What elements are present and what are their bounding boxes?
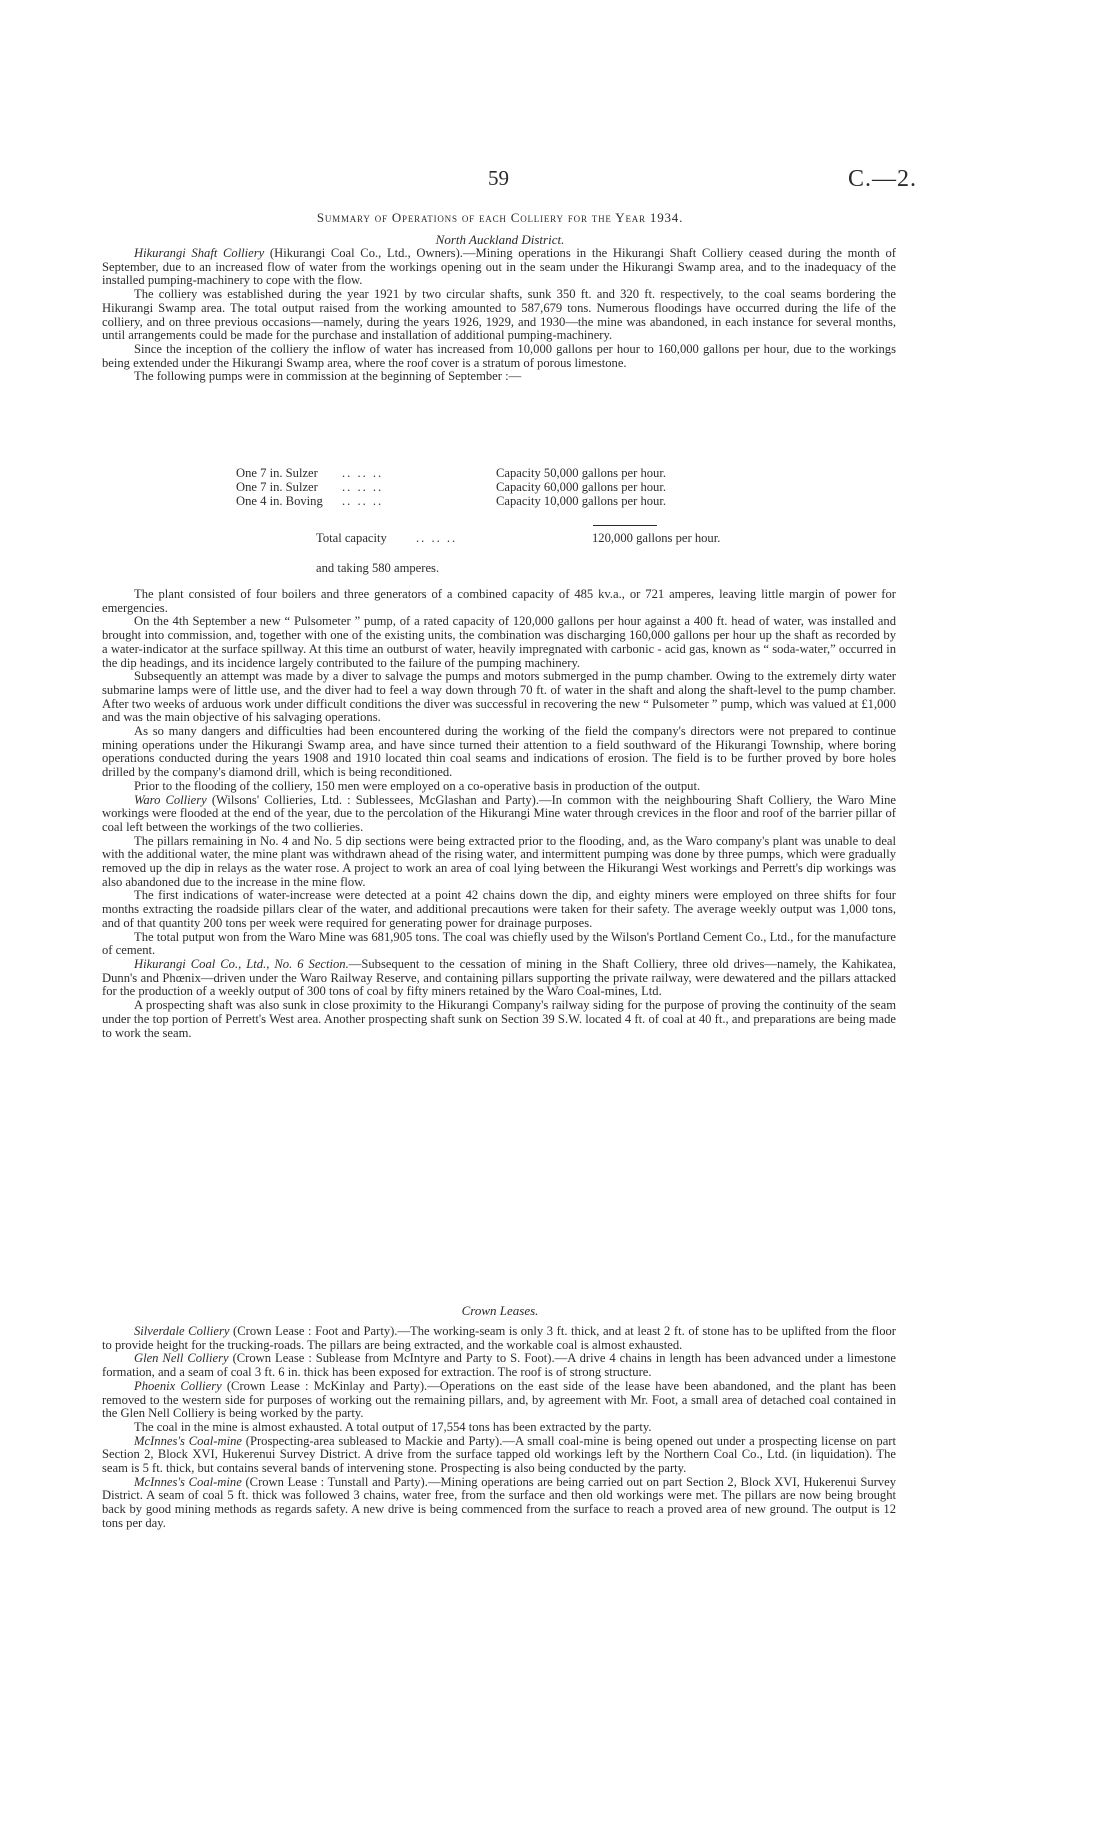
paragraph	[102, 247, 896, 288]
paragraph: The pillars remaining in No. 4 and No. 5 dip sections were being extracted prior to the flooding, and, as the Waro company's plant was unable to deal with the additional water, the mine plant was withdrawn ahead of the rising water, and intermittent pumping was done by three pumps, which were gradually removed up the dip in relays as the water rose. A project to work an area of coal lying between the Hikurangi West workings and Perrett's dip workings was also abandoned due to the increase in the mine flow.	[102, 833, 896, 889]
colliery-name: Glen Nell Colliery	[134, 1351, 229, 1366]
paragraph: The first indications of water-increase were detected at a point 42 chains down the dip, and eighty miners were employed on three shifts for four months extracting the roadside pillars clear of the water, and additional precautions were taken for their safety. The average weekly output was 1,000 tons, and of that quantity 200 tons per week were required for generating power for drainage purposes.	[102, 888, 896, 930]
pump-name: One 7 in. Sulzer	[236, 466, 318, 480]
paragraph	[102, 1325, 896, 1352]
crown-leases-heading: Crown Leases.	[461, 1303, 539, 1318]
paragraph: On the 4th September a new “ Pulsometer ” pump, of a rated capacity of 120,000 gallons per hour against a 400 ft. head of water, was installed and brought into commission, and, together with one of the existing units, the combination was discharging 160,000 gallons per hour up the shaft as recorded by a water-indicator at the surface spillway. At this time an outburst of water, heavily impregnated with carbonic - acid gas, known as “ soda-water,” occurred in the dip headings, and its incidence largely contributed to the failure of the pumping machinery.	[102, 614, 896, 670]
paragraph-text: (Crown Lease : Sublease from McIntyre and Party to S. Foot).—A drive 4 chains in length has been advanced under a limestone formation, and a seam of coal 3 ft. 6 in. thick has been exposed for extraction. The roof is of strong structure.	[102, 1351, 896, 1380]
paragraph	[102, 958, 896, 999]
colliery-name: Waro Colliery	[134, 792, 207, 807]
paragraph	[102, 1476, 896, 1531]
colliery-name: McInnes's Coal-mine	[134, 1433, 242, 1448]
paragraph-text: (Crown Lease : Tunstall and Party).—Mining operations are being carried out on part Section 2, Block XVI, Hukerenui Survey District. A seam of coal 5 ft. thick was followed 3 chains, water free, from the surface and then old workings were met. The pillars are now being brought back by good mining methods as regards safety. A new drive is being commenced from the surface to reach a proved area of new ground. The output is 12 tons per day.	[102, 1474, 896, 1530]
leader-dots: .. .. ..	[342, 480, 384, 495]
total-value: 120,000 gallons per hour.	[592, 531, 721, 545]
paragraph: As so many dangers and difficulties had been encountered during the working of the field the company's directors were not prepared to continue mining operations under the Hikurangi Swamp area, and have since turned their attention to a field southward of the Hikurangi Township, where boring operations conducted during the years 1908 and 1910 located thin coal seams and indications of erosion. The field is to be further proved by bore holes drilled by the company's diamond drill, which is being reconditioned.	[102, 724, 896, 780]
paragraph: The coal in the mine is almost exhausted. A total output of 17,554 tons has been extracted by the party.	[134, 1419, 652, 1434]
leader-dots: .. .. ..	[342, 466, 384, 480]
colliery-name: McInnes's Coal-mine	[134, 1474, 242, 1489]
total-label: Total capacity	[316, 531, 387, 545]
paragraph: The total putput won from the Waro Mine was 681,905 tons. The coal was chiefly used by the Wilson's Portland Cement Co., Ltd., for the manufacture of cement.	[102, 929, 896, 958]
crown-leases-section	[102, 1325, 896, 1531]
paragraph-text: (Crown Lease : McKinlay and Party).—Operations on the east side of the lease have been abandoned, and the plant has been removed to the western side for purposes of working out the remaining pillars, and, by agreement with Mr. Foot, a small area of detached coal contained in the Glen Nell Colliery is being worked by the party.	[102, 1378, 896, 1421]
colliery-name: Phoenix Colliery	[134, 1378, 222, 1393]
paragraph	[102, 1435, 896, 1476]
paragraph: The following pumps were in commission at the beginning of September :—	[134, 369, 522, 384]
paragraph: A prospecting shaft was also sunk in close proximity to the Hikurangi Company's railway siding for the purpose of proving the continuity of the seam under the top portion of Perrett's West area. Another prospecting shaft sunk on Section 39 S.W. located 4 ft. of coal at 40 ft., and preparations are being made to work the seam.	[102, 998, 896, 1040]
paragraph-text: —Subsequent to the cessation of mining in the Shaft Colliery, three old drives—namely, the Kahikatea, Dunn's and Phœnix—driven under the Waro Railway Reserve, and containing pillars supporting the private railway, were dewatered and the pillars attacked for the production of a weekly output of 300 tons of coal by fifty miners retained by the Waro Coal-mines, Ltd.	[102, 956, 896, 999]
document-title: Summary of Operations of each Colliery for the Year 1934.	[316, 210, 684, 225]
paragraph	[102, 1380, 896, 1421]
paragraph: The plant consisted of four boilers and three generators of a combined capacity of 485 kv.a., or 721 amperes, leaving little margin of power for emergencies.	[102, 587, 896, 615]
total-rule	[593, 525, 657, 526]
page-number: 59	[488, 166, 509, 190]
pump-capacity: Capacity 10,000 gallons per hour.	[496, 494, 666, 509]
pump-name: One 7 in. Sulzer	[236, 480, 318, 495]
district-heading: North Auckland District.	[435, 232, 565, 247]
colliery-name: Hikurangi Shaft Colliery	[134, 246, 265, 260]
paragraph: The colliery was established during the year 1921 by two circular shafts, sunk 350 ft. and 320 ft. respectively, to the coal seams bordering the Hikurangi Swamp area. The total output raised from the working amounted to 587,679 tons. Numerous floodings have occurred during the life of the colliery, and on three previous occasions—namely, during the years 1926, 1929, and 1930—the mine was abandoned, in each instance for several months, until arrangements could be made for the purchase and installation of additional pumping-machinery.	[102, 287, 896, 343]
paragraph	[102, 1352, 896, 1379]
series-code: C.—2.	[848, 166, 918, 192]
paragraph: Prior to the flooding of the colliery, 150 men were employed on a co-operative basis in production of the output.	[134, 778, 701, 793]
pump-row	[236, 494, 796, 508]
pump-table	[236, 466, 796, 509]
colliery-name: Silverdale Colliery	[134, 1324, 230, 1338]
pump-row	[236, 466, 796, 480]
colliery-name: Hikurangi Coal Co., Ltd., No. 6 Section.	[134, 956, 349, 971]
pump-row	[236, 480, 796, 494]
amperes-note: and taking 580 amperes.	[316, 561, 440, 575]
pump-total-row	[316, 531, 796, 546]
leader-dots: .. .. ..	[416, 531, 458, 545]
continuation-section	[102, 588, 896, 1040]
hikurangi-shaft-section	[102, 247, 896, 384]
paragraph	[102, 794, 896, 835]
leader-dots: .. .. ..	[342, 494, 384, 509]
pump-capacity: Capacity 60,000 gallons per hour.	[496, 480, 666, 495]
paragraph: Subsequently an attempt was made by a diver to salvage the pumps and motors submerged in the pump chamber. Owing to the extremely dirty water submarine lamps were of little use, and the diver had to feel a way down through 70 ft. of water in the shaft and along the shaft-level to the pump chamber. After two weeks of arduous work under difficult conditions the diver was successful in recovering the new “ Pulsometer ” pump, which was valued at £1,000 and was the main objective of his salvaging operations.	[102, 669, 896, 725]
paragraph-text: (Crown Lease : Foot and Party).—The working-seam is only 3 ft. thick, and at least 2 ft. of stone has to be uplifted from the floor to provide height for the trucking-roads. The pillars are being extracted, and the workable coal is almost exhausted.	[102, 1324, 897, 1352]
paragraph-text: (Prospecting-area subleased to Mackie and Party).—A small coal-mine is being opened out under a prospecting license on part Section 2, Block XVI, Hukerenui Survey District. A drive from the surface tapped old workings left by the Northern Coal Co., Ltd. (in liquidation). The seam is 5 ft. thick, but contains several bands of intervening stone. Prospecting is also being conducted by the party.	[102, 1433, 896, 1476]
pump-capacity: Capacity 50,000 gallons per hour.	[496, 466, 666, 480]
paragraph-text: (Hikurangi Coal Co., Ltd., Owners).—Mining operations in the Hikurangi Shaft Colliery ceased during the month of September, due to an increased flow of water from the workings opening out in the seam under the Hikurangi Swamp area, and to the inadequacy of the installed pumping-machinery to cope with the flow.	[102, 246, 896, 288]
paragraph: Since the inception of the colliery the inflow of water has increased from 10,000 gallons per hour to 160,000 gallons per hour, due to the workings being extended under the Hikurangi Swamp area, where the roof cover is a stratum of porous limestone.	[102, 341, 896, 370]
paragraph-text: (Wilsons' Collieries, Ltd. : Sublessees, McGlashan and Party).—In common with the neighbouring Shaft Colliery, the Waro Mine workings were flooded at the end of the year, due to the percolation of the Hikurangi Mine water through crevices in the floor and roof of the barrier pillar of coal left between the workings of the two collieries.	[102, 792, 896, 834]
pump-name: One 4 in. Boving	[236, 494, 323, 509]
